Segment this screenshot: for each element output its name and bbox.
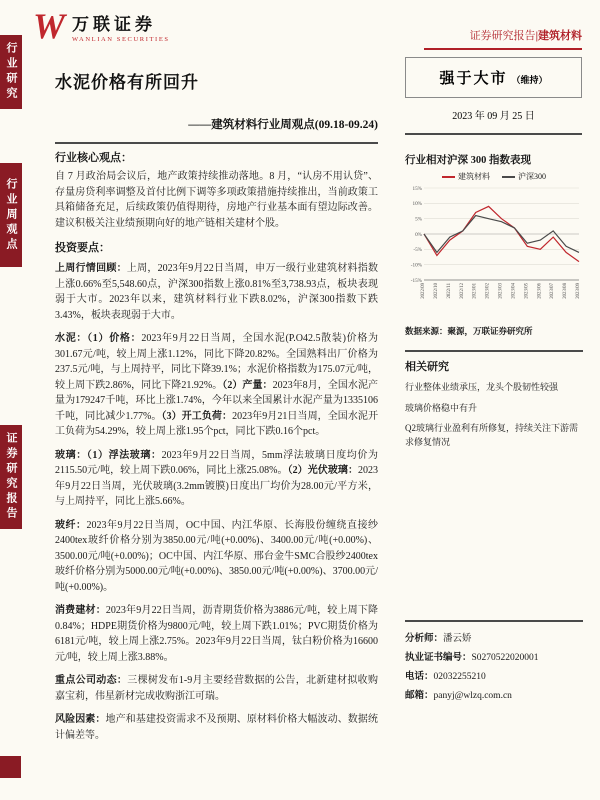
sidebar-tab-industry-research: 行业研究 <box>0 35 22 109</box>
wanlian-logo-icon: W <box>33 6 66 46</box>
report-paragraph <box>55 448 378 510</box>
paragraph-lead: 消费建材： <box>55 605 106 617</box>
svg-text:2022/11: 2022/11 <box>446 283 452 299</box>
svg-text:-15%: -15% <box>410 277 422 284</box>
analyst-label: 分析师： <box>405 634 444 644</box>
report-paragraph <box>55 603 378 665</box>
paragraph-text: 地产和基建投资需求不及预期、原材料价格大幅波动、数据统计偏差等。 <box>55 714 379 741</box>
svg-text:5%: 5% <box>415 216 422 223</box>
paragraph-text: 2023年9月22日当周，沥青期货价格为3886元/吨，较上周下降0.84%；HDPE期货价格为9800元/吨，较上周下跌1.01%；PVC期货价格为6181元/吨，较上周上涨2.75%。2023年9月22日当周，钛白粉价格为16600元/吨，较上周上涨3.88%。 <box>55 605 379 663</box>
sidebar-tab-securities-report: 证券研究报告 <box>0 425 22 529</box>
related-research-item: 玻璃价格稳中有升 <box>405 402 478 413</box>
svg-text:2023/06: 2023/06 <box>537 283 543 299</box>
paragraph-text: 上周，2023年9月22日当周，申万一级行业建筑材料指数上涨0.66%至5,548.60点，沪深300指数上涨0.81%至3,738.93点，板块表现弱于大市。2023年以来，建筑材料行业下跌8.02%，沪深300指数下跌3.43%，板块表现弱于大市。 <box>55 263 379 321</box>
svg-text:2023/01: 2023/01 <box>472 283 478 299</box>
brand-text <box>72 10 170 43</box>
report-tag-divider: | <box>535 30 538 42</box>
paragraph-lead: 重点公司动态： <box>55 675 128 687</box>
legend-line-icon <box>442 176 455 178</box>
analyst-cert-row <box>405 649 583 668</box>
svg-text:-5%: -5% <box>413 247 422 254</box>
paragraph-lead: 上周行情回顾： <box>55 263 127 275</box>
right-sidebar <box>405 152 583 792</box>
paragraph-lead: （3）开工负荷： <box>161 410 233 422</box>
page-subtitle: ——建筑材料行业周观点(09.18-09.24) <box>55 116 378 144</box>
svg-text:2023/05: 2023/05 <box>524 283 530 299</box>
legend-item <box>502 171 546 182</box>
rating-note: （维持） <box>511 75 548 85</box>
paragraph-text: 三棵树发布1-9月主要经营数据的公告，北新建材拟收购嘉宝莉，伟星新材完成收购浙江可瑞。 <box>55 675 378 702</box>
paragraph-lead: （2）光伏玻璃： <box>287 465 358 477</box>
legend-label: 沪深300 <box>518 172 546 181</box>
report-paragraph <box>55 518 378 596</box>
related-research-item: Q2玻璃行业盈利有所修复，持续关注下游需求修复情况 <box>405 423 579 447</box>
chart-title: 行业相对沪深 300 指数表现 <box>405 155 531 166</box>
paragraph-lead: 水泥：（1）价格： <box>55 333 142 345</box>
paragraph-lead: 玻纤： <box>55 519 87 531</box>
paragraph-text: 2023年9月22日当周，光伏玻璃(3.2mm镀膜)日度出厂均价为28.00元/平方米，与上周持平，同比上涨5.66%。 <box>55 465 378 508</box>
report-paragraph <box>55 712 378 743</box>
svg-text:2022/09: 2022/09 <box>421 283 426 299</box>
paragraph-lead: 风险因素： <box>55 714 106 726</box>
sidebar-tab-industry-weekly-view: 行业周观点 <box>0 163 22 267</box>
footer-corner-block <box>0 756 21 778</box>
svg-text:-10%: -10% <box>410 262 422 269</box>
related-research-list <box>405 381 583 449</box>
related-research-section <box>405 350 583 449</box>
highlights-heading: 投资要点： <box>55 242 110 255</box>
legend-item <box>442 171 490 182</box>
phone-number: 02032255210 <box>433 672 486 682</box>
svg-text:2023/08: 2023/08 <box>563 283 569 299</box>
analyst-email-row <box>405 687 583 706</box>
analyst-name: 潘云娇 <box>443 634 472 644</box>
analyst-phone-row <box>405 668 583 687</box>
legend-line-icon <box>502 176 515 178</box>
paragraph-text: 2023年8月，全国水泥产量为179247千吨，环比上涨1.74%，今年以来全国累计水泥产量为1335106千吨，同比减少1.77%。 <box>55 379 379 422</box>
rating-box <box>405 57 582 98</box>
svg-text:2023/07: 2023/07 <box>550 283 556 299</box>
core-view-heading: 行业核心观点： <box>55 152 132 164</box>
svg-text:0%: 0% <box>415 231 422 238</box>
paragraph-text: 2023年9月22日当周，5mm浮法玻璃日度均价为2115.50元/吨，较上周下跌0.06%，同比上涨25.08%。 <box>55 449 379 477</box>
paragraph-lead: （2）产量： <box>222 379 273 391</box>
performance-line-chart <box>405 184 583 316</box>
report-paragraph <box>55 261 378 323</box>
brand-name-cn: 万联证券 <box>72 14 157 34</box>
email-label: 邮箱： <box>405 691 434 701</box>
rating-section <box>405 57 582 135</box>
report-type-tag <box>424 27 582 50</box>
page-title: 水泥价格有所回升 <box>55 73 199 92</box>
rating-value: 强于大市 <box>439 71 508 87</box>
data-source-note: 数据来源：聚源，万联证券研究所 <box>405 326 533 336</box>
svg-text:2023/09: 2023/09 <box>576 283 581 299</box>
paragraph-text: 2023年9月22日当周，OC中国、内江华原、长海股份缠绕直接纱2400tex玻纤价格分别为3850.00元/吨(+0.00%)、3400.00元/吨(+0.00%)、3500.00元/吨(+0.00%)；OC中国、内江华原、邢台金牛SMC合股纱2400tex玻纤价格分别为5000.00元/吨(+0.00%)、3850.00元/吨(+0.00%)、3700.00元/吨(+0.00%)。 <box>55 519 378 593</box>
related-research-item: 行业整体业绩承压，龙头个股韧性较强 <box>405 382 559 392</box>
analyst-name-row <box>405 630 583 649</box>
report-industry-label: 建筑材料 <box>538 30 582 42</box>
related-research-heading: 相关研究 <box>405 361 449 373</box>
svg-text:2023/02: 2023/02 <box>485 283 491 299</box>
legend-label: 建筑材料 <box>458 172 490 181</box>
paragraph-text: 2023年9月21日当周，全国水泥开工负荷为54.29%，较上周上涨1.95个pct，同比下跌0.16个pct。 <box>55 410 378 438</box>
svg-text:2022/12: 2022/12 <box>459 283 465 299</box>
svg-text:15%: 15% <box>412 185 422 192</box>
chart-legend <box>405 171 583 182</box>
svg-text:2023/04: 2023/04 <box>511 283 517 299</box>
paragraph-text: 2023年9月22日当周，全国水泥(P.O42.5散装)价格为301.67元/吨，较上周上涨1.12%，同比下降20.82%。全国熟料出厂价格为237.5元/吨，与上周持平，同比下降39.1%；水泥价格指数为175.07元/吨，较上周下跌2.86%，同比下降21.92%。 <box>55 333 379 391</box>
report-type-label: 证券研究报告 <box>469 30 536 42</box>
cert-number: S0270522020001 <box>471 653 539 663</box>
svg-text:2023/03: 2023/03 <box>498 283 504 299</box>
analyst-block <box>405 620 583 706</box>
svg-text:10%: 10% <box>412 201 422 208</box>
cert-label: 执业证书编号： <box>405 653 472 663</box>
paragraph-lead: 玻璃：（1）浮法玻璃： <box>55 449 162 461</box>
brand-name-en: WANLIAN SECURITIES <box>72 35 170 43</box>
email-address: panyj@wlzq.com.cn <box>433 691 512 701</box>
phone-label: 电话： <box>405 672 434 682</box>
report-date: 2023 年 09 月 25 日 <box>405 98 582 135</box>
svg-text:2022/10: 2022/10 <box>433 283 439 299</box>
report-paragraphs <box>55 261 378 743</box>
brand-logo <box>33 8 170 44</box>
main-content <box>55 150 378 751</box>
report-paragraph <box>55 673 378 704</box>
core-view-body: 自 7 月政治局会议后，地产政策持续推动落地。8 月，“认房不用认贷”、存量房贷利率调整及首付比例下调等多项政策措施持续推出，当前政策工具箱储备充足，后续政策仍值得期待，房地产行业基本面有望边际改善。建议积极关注业绩预期向好的地产链相关建材个股。 <box>55 171 378 229</box>
report-paragraph <box>55 331 378 440</box>
